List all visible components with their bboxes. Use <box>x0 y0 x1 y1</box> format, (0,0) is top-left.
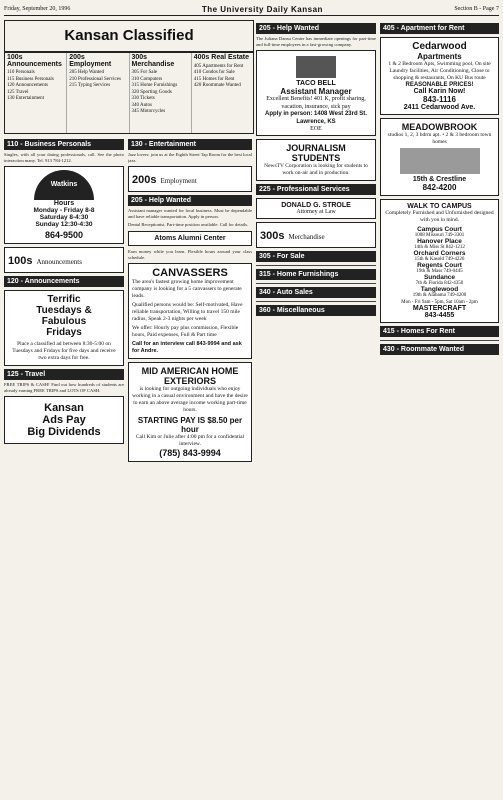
divider <box>380 340 499 341</box>
promo-line: Fabulous <box>41 316 87 328</box>
section-roommate-wanted: 430 - Roommate Wanted <box>380 344 499 355</box>
ad-title: Cedarwood <box>412 41 467 52</box>
category-name: Announcements <box>36 258 82 267</box>
section-announcements: 120 - Announcements <box>4 276 124 287</box>
kansan-ads-pay-ad <box>4 396 124 444</box>
promo-line: Tuesdays & <box>36 305 92 317</box>
index-item: 330 Tickets <box>131 96 155 101</box>
ad-text: Completely Furnished and Unfurnished designed with you in mind. <box>385 210 494 223</box>
watkins-logo: Watkins <box>34 170 94 200</box>
index-item: 130 Entertainment <box>7 96 45 101</box>
category-code: 200s <box>132 174 157 187</box>
merchandise-header <box>256 222 376 248</box>
divider <box>256 301 376 302</box>
ad-title: Apartments <box>417 52 462 61</box>
divider <box>256 265 376 266</box>
index-item: 205 Help Wanted <box>69 70 105 75</box>
complex-address: 14th & Miss St 842-1212 <box>414 245 465 250</box>
employment-header <box>128 166 252 192</box>
promo-details: Place a classified ad between 8:30-5:00 on Tuesdays and Fridays for five days and receive two extra days for free. <box>12 341 116 362</box>
ad-list: We offer: Hourly pay plus commission, Flexible hours, Paid expenses, Full & Part time <box>132 325 239 339</box>
index-item: 415 Homes for Rent <box>193 76 235 82</box>
ad-text: Dental Receptionist. Part-time position available. Call for details. <box>128 222 249 228</box>
complex-address: 7th & Florida 842-4350 <box>415 281 464 286</box>
index-code: 400s <box>193 54 210 61</box>
ad-text: Earn money while you learn. Flexible hours around your class schedule. <box>128 248 252 260</box>
column-1 <box>4 136 124 796</box>
ad-text: The Juliana Dansu Center has immediate openings for part-time and full-time employees in a fast-growing company. <box>256 36 376 47</box>
ad-list: 1 & 2 Bedroom Apts, Swimming pool, On site Laundry facilities, Air Conditioning, Close to shopping & restaurants, On KU Bus route <box>388 61 491 81</box>
classified-banner <box>4 20 254 52</box>
promo-line: Terrific <box>47 294 81 306</box>
index-code: 200s <box>69 54 85 61</box>
section-auto-sales: 340 - Auto Sales <box>256 287 376 298</box>
complex-name: Campus Court <box>417 226 462 233</box>
complex-name: Orchard Corners <box>413 250 466 257</box>
column-4 <box>380 20 499 796</box>
index-code: 100s <box>7 54 23 61</box>
brand-name: TACO BELL <box>296 80 336 88</box>
index-code: 300s <box>131 54 148 61</box>
terrific-tuesdays-ad <box>4 290 124 366</box>
ad-call: Call Kim or Julie after 4:00 pm for a confidential interview. <box>135 434 245 448</box>
ad-title: CANVASSERS <box>152 267 228 280</box>
canvassers-ad <box>128 263 252 359</box>
eoe: EOE <box>310 126 322 133</box>
hours-line: Monday - Friday 8-8 <box>33 207 95 215</box>
attorney-ad <box>256 198 376 219</box>
section-help-wanted: 205 - Help Wanted <box>128 195 252 206</box>
complex-address: 19th & Alabama 749-4200 <box>412 293 467 298</box>
divider <box>256 283 376 284</box>
section-entertainment: 130 - Entertainment <box>128 139 252 150</box>
journalism-students-ad <box>256 139 376 181</box>
index-name: Real Estate <box>211 54 250 61</box>
section-for-sale: 305 - For Sale <box>256 251 376 262</box>
hours-line: Saturday 8-4:30 <box>39 214 89 222</box>
hours-line: Sunday 12:30-4:30 <box>35 221 93 229</box>
complex-name: Tanglewood <box>420 286 459 293</box>
apply-info: Apply in person: 1408 West 23rd St. Lawrence, KS <box>265 111 367 125</box>
index-box-300s <box>130 53 192 133</box>
ad-corner: 15th & Crestline <box>412 176 467 183</box>
apartment-photo <box>400 148 480 174</box>
complex-name: Sundance <box>423 274 456 281</box>
ad-text: Singles, with all your dating professionals, call. See the photo interaction many. Tel. 913 784-1212. <box>4 152 124 163</box>
attorney-title: Attorney at Law <box>296 209 336 216</box>
ad-phone: 843-4455 <box>424 312 455 319</box>
cedarwood-ad <box>380 37 499 115</box>
section-professional-services: 225 - Professional Services <box>256 184 376 195</box>
ad-text: FREE TRIPS & CASH! Find out how hundreds of students are already earning FREE TRIPS and LOTS OF CASH. <box>4 382 124 393</box>
index-item: 215 Typing Services <box>69 83 111 88</box>
index-item: 120 Announcements <box>7 83 48 88</box>
index-box-400s <box>192 53 253 133</box>
section-help-wanted: 205 - Help Wanted <box>256 23 376 34</box>
ad-title: Atoms Alumni Center <box>154 234 226 242</box>
complex-name: Hanover Place <box>417 238 462 245</box>
page-header <box>4 3 499 16</box>
index-name: Announcements <box>7 60 62 68</box>
ad-title: WALK TO CAMPUS <box>407 203 472 210</box>
ads-line: Ads Pay <box>42 414 86 427</box>
column-3 <box>256 20 376 796</box>
watkins-phone: 864-9500 <box>44 230 84 241</box>
ad-call: Call for an interview call 843-9994 and ask for Andre. <box>132 341 242 355</box>
category-name: Merchandise <box>288 233 325 242</box>
complex-name: Regents Court <box>417 262 462 269</box>
ad-highlight: REASONABLE PRICES! <box>405 82 474 88</box>
index-item: 315 Home Furnishings <box>131 83 178 88</box>
index-item: 420 Roommate Wanted <box>193 83 241 88</box>
section-travel: 125 - Travel <box>4 369 124 380</box>
ad-title: MEADOWBROOK <box>401 122 478 132</box>
position: Assistant Manager <box>280 87 352 97</box>
office-hours: Mon - Fri 9am - 5pm, Sat 10am - 2pm <box>401 300 478 305</box>
section-business-personals: 110 - Business Personals <box>4 139 124 150</box>
complex-address: 1008 Missouri 749-3301 <box>414 233 465 238</box>
index-name: Employment <box>69 60 112 68</box>
complex-address: 19th & Mass 749-0445 <box>416 269 463 274</box>
promo-line: Fridays <box>46 327 82 339</box>
index-item: 110 Personals <box>7 70 35 75</box>
ad-pay: STARTING PAY IS $8.50 per hour <box>137 416 243 435</box>
category-code: 300s <box>260 230 285 243</box>
header-date: Friday, September 20, 1996 <box>4 6 71 12</box>
brand-name: MASTERCRAFT <box>412 305 467 312</box>
ad-call: Call Karin Now! <box>413 88 466 95</box>
attorney-name: DONALD G. STROLE <box>281 202 351 210</box>
index-item: 320 Sporting Goods <box>131 89 172 95</box>
index-item: 305 For Sale <box>131 70 158 75</box>
taco-bell-ad <box>256 50 376 136</box>
ad-text: Jazz lovers: join us at the Eighth Street Tap Room for the best local jazz. <box>128 152 252 163</box>
index-item: 210 Professional Services <box>69 76 121 82</box>
section-home-furnishings: 315 - Home Furnishings <box>256 269 376 280</box>
index-item: 410 Condos for Sale <box>193 70 235 75</box>
walk-to-campus-ad <box>380 199 499 323</box>
index-item: 340 Autos <box>131 102 152 108</box>
taco-bell-logo-icon <box>296 56 336 78</box>
ads-line: Big Dividends <box>27 426 101 439</box>
index-box-200s <box>67 53 129 133</box>
ad-title: MID AMERICAN HOME EXTERIORS <box>141 366 239 387</box>
section-homes-for-rent: 415 - Homes For Rent <box>380 326 499 337</box>
column-2 <box>128 136 252 796</box>
ad-text: studios 1, 2, 3 bdrm apt. • 2 & 3 bedroom town homes <box>387 132 492 145</box>
ad-text: is looking for outgoing individuals who enjoy working in a casual environment and have the desire to earn an above average income working part-time hours. <box>132 386 248 414</box>
ad-phone: 842-4200 <box>422 183 457 192</box>
ad-phone: 843-1116 <box>423 95 456 104</box>
ad-title: JOURNALISM <box>286 143 346 154</box>
hours-title: Hours <box>53 200 75 208</box>
index-item: 345 Motorcycles <box>131 109 166 114</box>
index-item: 310 Computers <box>131 76 163 82</box>
index-item: 115 Business Personals <box>7 76 54 82</box>
mid-american-ad <box>128 362 252 462</box>
masthead: The University Daily Kansan <box>201 4 323 14</box>
category-code: 100s <box>8 255 33 268</box>
category-name: Employment <box>160 177 197 186</box>
header-section: Section B - Page 7 <box>454 6 499 12</box>
classified-index <box>4 52 254 134</box>
announcements-header <box>4 247 124 273</box>
ad-title: STUDENTS <box>291 153 341 164</box>
section-apartments-for-rent: 405 - Apartment for Rent <box>380 23 499 34</box>
index-item: 405 Apartments for Rent <box>193 63 244 69</box>
ads-line: Kansan <box>44 402 84 415</box>
benefits: Excellent Benefits! 401 K, profit sharing, vacation, insurance, sick pay <box>266 96 366 110</box>
ad-text: NewsTV Corporation is looking for students to work on-air and in production. <box>264 163 368 177</box>
watkins-ad <box>4 166 124 244</box>
index-box-100s <box>5 53 67 133</box>
ad-list: Qualified persons would be: Self-motivated, Have reliable transportation, Willing to travel 150 mile radius, Speak 2-3 nights per week <box>132 302 243 323</box>
alumni-center-ad <box>128 231 252 246</box>
ad-subtitle: The area's fastest growing home improvement company is looking for a 5 canvassers to generate leads. <box>132 279 242 300</box>
meadowbrook-ad <box>380 118 499 196</box>
classified-title: Kansan Classified <box>64 27 194 44</box>
ad-text: Assistant manager wanted for local business. Must be dependable and have reliable transportation. Apply in person. <box>128 208 252 219</box>
section-miscellaneous: 360 - Miscellaneous <box>256 305 376 316</box>
complex-address: 15th & Kasold 749-4226 <box>414 257 465 262</box>
ad-phone: (785) 843-9994 <box>159 448 221 459</box>
index-item: 125 Travel <box>7 89 29 95</box>
index-name: Merchandise <box>131 60 175 68</box>
ad-address: 2411 Cedarwood Ave. <box>403 104 476 111</box>
